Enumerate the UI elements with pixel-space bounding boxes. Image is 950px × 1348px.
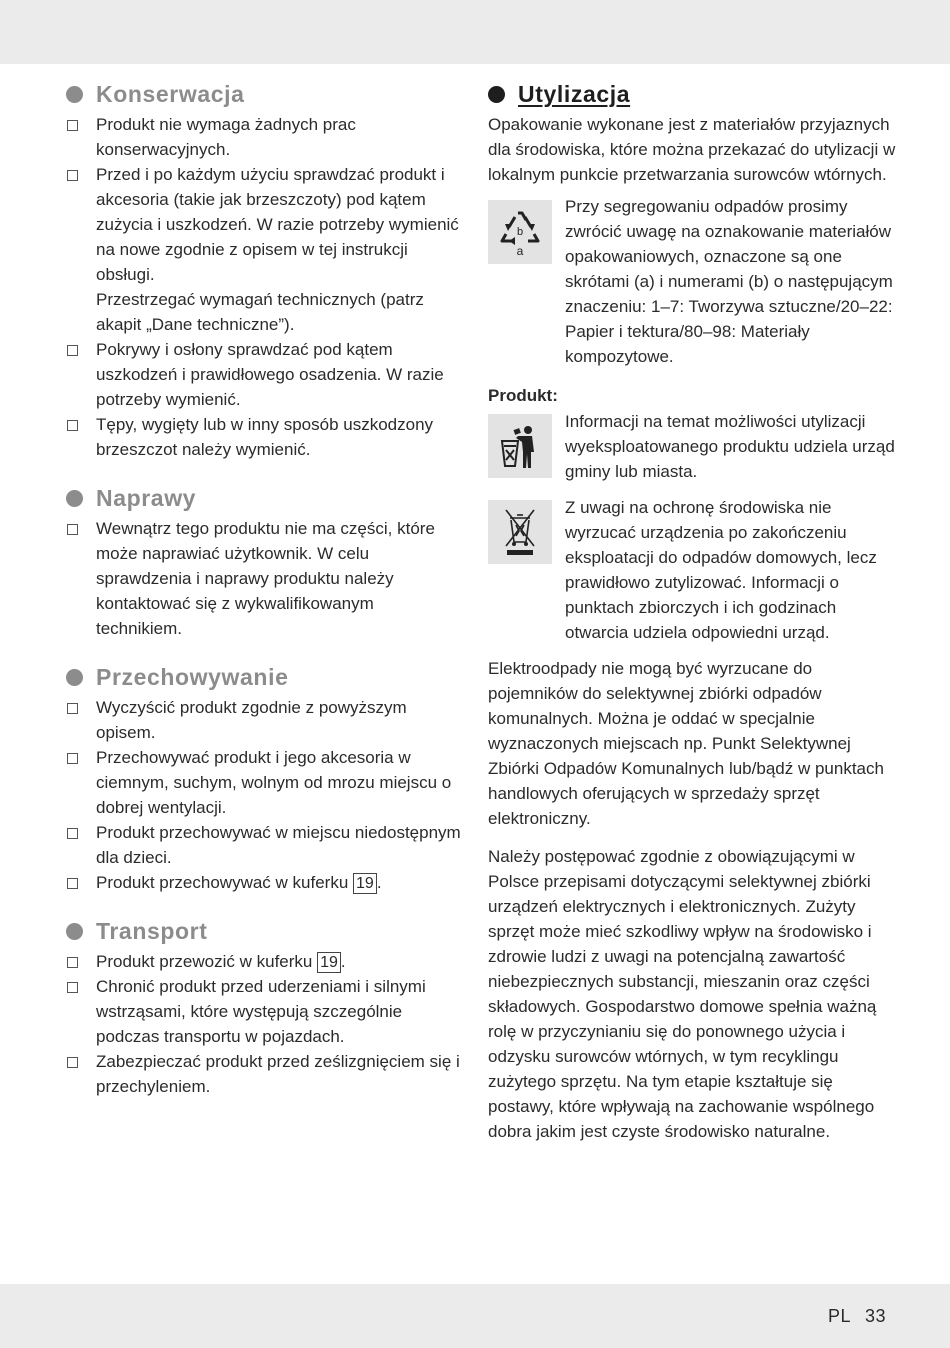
checkbox-square-icon (67, 1057, 78, 1068)
bullet-dot-icon (488, 86, 505, 103)
list-item: Wewnątrz tego produktu nie ma części, które może naprawiać użytkownik. W celu sprawdzenia i naprawy produktu należy kontaktować się z wykwalifikowanym technikiem. (66, 516, 462, 641)
product-label: Produkt: (488, 386, 558, 405)
section-title: Utylizacja (518, 80, 631, 107)
recycling-text: Przy segregowaniu odpadów prosimy zwrócić uwagę na oznakowanie materiałów opakowaniowych, oznaczone są one skrótami (a) i numerami (b) o następującym znaczeniu: 1–7: Tworzywa sztuczne/20–22: Papier i tektura/80–98: Materiały kompozytowe. (565, 197, 893, 366)
section-transport-heading (66, 915, 462, 947)
section-title: Naprawy (96, 484, 197, 511)
section-konserwacja-heading (66, 78, 462, 110)
list-item: Produkt przechowywać w miejscu niedostępnym dla dzieci. (66, 820, 462, 870)
electronic-waste-paragraph: Elektroodpady nie mogą być wyrzucane do pojemników do selektywnej zbiórki odpadów komunalnych. Można je oddać w specjalnie wyznaczonych miejscach np. Punkt Selektywnej Zbiórki Odpadów Komunalnych lub/bądź w punktach handlowych oferujących w sprzedaży sprzęt elektroniczny. (488, 659, 884, 828)
right-column (488, 78, 898, 1144)
list-item: Zabezpieczać produkt przed ześlizgnięciem się i przechyleniem. (66, 1049, 462, 1099)
checkbox-square-icon (67, 420, 78, 431)
section-title: Przechowywanie (96, 663, 289, 690)
part-reference-number: 19 (317, 952, 341, 973)
section-naprawy-heading (66, 482, 462, 514)
list-item: Produkt przechowywać w kuferku 19 . (66, 870, 462, 895)
waste-bin-person-icon (488, 414, 552, 478)
checkbox-square-icon (67, 170, 78, 181)
checkbox-square-icon (67, 345, 78, 356)
footer-bar (0, 1284, 950, 1348)
checkbox-square-icon (67, 828, 78, 839)
list-item: Pokrywy i osłony sprawdzać pod kątem uszkodzeń i prawidłowego osadzenia. W razie potrzeby wymienić. (66, 337, 462, 412)
bullet-dot-icon (66, 86, 83, 103)
list-item: Przechowywać produkt i jego akcesoria w ciemnym, suchym, wolnym od mrozu miejscu o dobrej wentylacji. (66, 745, 462, 820)
checkbox-square-icon (67, 703, 78, 714)
checkbox-square-icon (67, 957, 78, 968)
list-item: Produkt przewozić w kuferku 19 . (66, 949, 462, 974)
list-item: Produkt nie wymaga żadnych prac konserwacyjnych. (66, 112, 462, 162)
checkbox-square-icon (67, 982, 78, 993)
konserwacja-list (66, 112, 462, 462)
left-column (66, 78, 462, 1099)
weee-note (488, 500, 898, 645)
recycling-note (488, 197, 898, 369)
list-item: Tępy, wygięty lub w inny sposób uszkodzony brzeszczot należy wymienić. (66, 412, 462, 462)
list-item: Przed i po każdym użyciu sprawdzać produkt i akcesoria (takie jak brzeszczoty) pod kątem zużycia i uszkodzeń. W razie potrzeby wymienić na nowe zgodnie z opisem w tej instrukcji obsługi. Przestrzegać wymagań technicznych (patrz akapit „Dane techniczne”). (66, 162, 462, 337)
bullet-dot-icon (66, 669, 83, 686)
regulations-paragraph: Należy postępować zgodnie z obowiązującymi w Polsce przepisami dotyczącymi selektywnej zbiórki urządzeń elektrycznych i elektronicznych. Zużyty sprzęt może mieć szkodliwy wpływ na środowisko i zdrowie ludzi z uwagi na potencjalną zawartość niebezpiecznych substancji, mieszanin oraz części składowych. Gospodarstwo domowe spełnia ważną rolę w przyczynianiu się do ponownego użycia i odzysku surowców wtórnych, w tym recyklingu zużytego sprzętu. Na tym etapie kształtuje się postawy, które wpływają na zachowanie wspólnego dobra jakim jest czyste środowisko naturalne. (488, 847, 877, 1141)
section-przechowywanie-heading (66, 661, 462, 693)
bin-note (488, 414, 898, 484)
crossed-out-bin-icon (488, 500, 552, 564)
section-title: Transport (96, 917, 208, 944)
utylizacja-intro: Opakowanie wykonane jest z materiałów przyjaznych dla środowiska, które można przekazać do utylizacji w lokalnym punkcie przetwarzania surowców wtórnych. (488, 115, 896, 184)
bin-text: Informacji na temat możliwości utylizacji wyeksploatowanego produktu udziela urząd gminy lub miasta. (565, 412, 895, 481)
przechowywanie-list (66, 695, 462, 895)
list-item: Wyczyścić produkt zgodnie z powyższym opisem. (66, 695, 462, 745)
transport-list (66, 949, 462, 1099)
header-bar (0, 0, 950, 64)
naprawy-list (66, 516, 462, 641)
svg-text:a: a (516, 244, 524, 258)
svg-text:b: b (516, 226, 524, 238)
language-code: PL (827, 1306, 851, 1326)
checkbox-square-icon (67, 753, 78, 764)
checkbox-square-icon (67, 120, 78, 131)
section-utylizacja-heading (488, 78, 898, 110)
section-title: Konserwacja (96, 80, 245, 107)
weee-text: Z uwagi na ochronę środowiska nie wyrzucać urządzenia po zakończeniu eksploatacji do odpadów domowych, lecz prawidłowo zutylizować. Informacji o punktach zbiorczych i ich godzinach otwarcia udziela odpowiedni urząd. (565, 498, 877, 642)
recycling-icon (488, 200, 552, 264)
part-reference-number: 19 (353, 873, 377, 894)
page-number-value: 33 (864, 1306, 886, 1326)
list-item: Chronić produkt przed uderzeniami i silnymi wstrząsami, które występują szczególnie podczas transportu w pojazdach. (66, 974, 462, 1049)
checkbox-square-icon (67, 524, 78, 535)
bullet-dot-icon (66, 923, 83, 940)
page-number (828, 1306, 886, 1327)
bullet-dot-icon (66, 490, 83, 507)
checkbox-square-icon (67, 878, 78, 889)
